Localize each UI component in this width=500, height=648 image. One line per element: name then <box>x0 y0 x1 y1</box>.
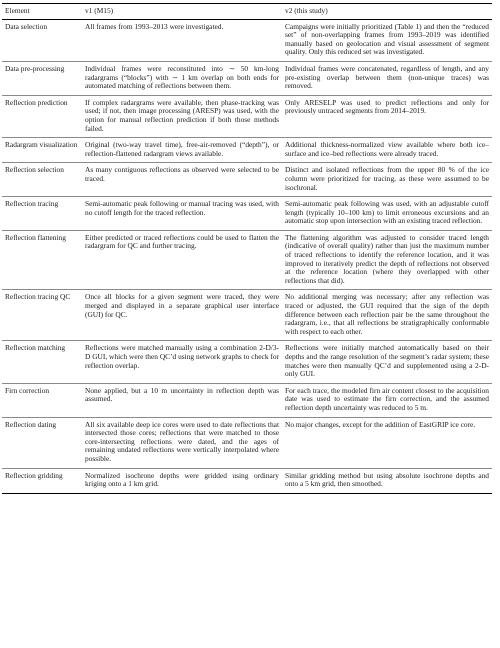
cell-v1: As many contiguous reflections as observed were selected to be traced. <box>85 165 279 183</box>
cell-element: Reflection flattening <box>5 232 66 242</box>
cell-v1: Once all blocks for a given segment were traced, they were merged and displayed in a separate graphical user interface (GUI) for QC. <box>85 292 279 319</box>
table-row <box>2 197 492 231</box>
cell-v1: Individual frames were reconstituted into ∼ 50 km-long radargrams (“blocks”) with ∼ 1 km overlap on both ends for automated matching of reflections between them. <box>85 63 279 91</box>
cell-v1: Either predicted or traced reflections could be used to flatten the radargram for QC and further tracing. <box>85 232 279 251</box>
table-row <box>2 61 492 95</box>
table-row <box>2 468 492 493</box>
cell-v1: If complex radargrams were available, then phase-tracking was used; if not, then image processing (ARESP) was used, with the option for manual reflection prediction if both those methods failed. <box>85 97 279 133</box>
cell-v1: None applied, but a 10 m uncertainty in reflection depth was assumed. <box>85 385 279 404</box>
table-row <box>2 417 492 468</box>
table-row <box>2 95 492 137</box>
cell-element: Data selection <box>5 21 48 31</box>
cell-element: Reflection dating <box>5 419 57 429</box>
cell-v1: Semi-automatic peak following or manual tracing was used, with no cutoff length for the traced reflection. <box>85 199 279 217</box>
cell-v2: The flattening algorithm was adjusted to consider traced length (indicative of overall quality) rather than just the maximum number of traced reflections to identify the reference location, and it was improved to iteratively predict the depth of reflections not observed at the reference location (where they overlapped with other reflections that did). <box>285 232 489 285</box>
cell-element: Reflection prediction <box>5 97 68 107</box>
cell-v2: No major changes, except for the addition of EastGRIP ice core. <box>285 419 476 429</box>
cell-v2: Semi-automatic peak following was used, with an adjustable cutoff length (typically 10–100 km) to limit erroneous excursions and an automatic stop upon intersection with an existing traced reflection. <box>285 199 489 226</box>
cell-element: Reflection tracing <box>5 199 59 209</box>
table-row <box>2 19 492 61</box>
cell-v2: For each trace, the modeled firn air content closest to the acquisition date was used to estimate the firn correction, and the assumed reflection depth uncertainty was reduced to 5 m. <box>285 385 489 412</box>
header-v2: v2 (this study) <box>285 6 328 15</box>
cell-element: Reflection selection <box>5 165 64 175</box>
table-row <box>2 163 492 197</box>
comparison-table <box>2 3 492 494</box>
table-row <box>2 138 492 163</box>
cell-v2: Reflections were initially matched automatically based on their depths and the range resolution of the segment’s radar system; these matches were then manually QC’d and supplemented using a 2-D-only GUI. <box>285 343 489 379</box>
cell-v1: Normalized isochrone depths were gridded using ordinary kriging onto a 1 km grid. <box>85 470 279 489</box>
table-row <box>2 290 492 341</box>
cell-v1: Original (two-way travel time), free-air-removed (“depth”), or reflection-flattened radargram views available. <box>85 140 279 158</box>
cell-element: Reflection gridding <box>5 470 63 480</box>
table-header <box>2 4 492 20</box>
table-row <box>2 383 492 417</box>
header-row <box>2 4 492 20</box>
cell-v2: No additional merging was necessary; after any reflection was traced or adjusted, the GUI required that the sign of the depth difference between each reflection pair be the same throughout the radargram, i.e., that all reflections be stratigraphically conformable with respect to each other. <box>285 292 489 336</box>
cell-v1: Reflections were matched manually using a combination 2-D/3-D GUI, which were then QC’d using network graphs to check for reflection overlap. <box>85 343 279 370</box>
table-row <box>2 230 492 290</box>
cell-v2: Campaigns were initially prioritized (Table 1) and then the “reduced set” of non-overlapping frames from 1993–2019 was identified manually based on geolocation and visual assessment of segment quality. Only this reduced set was investigated. <box>285 21 489 57</box>
cell-element: Firn correction <box>5 385 50 395</box>
cell-v1: All six available deep ice cores were used to date reflections that intersected those cores; reflections that were matched to those core-intersecting reflections were dated, and the ages of remaining undated reflections were vertically interpolated where possible. <box>85 419 279 463</box>
cell-element: Radargram visualization <box>5 140 78 150</box>
cell-v2: Additional thickness-normalized view available where both ice–surface and ice–bed reflections were already traced. <box>285 140 489 158</box>
cell-element: Data pre-processing <box>5 63 65 73</box>
header-element: Element <box>5 6 30 15</box>
cell-v2: Only ARESELP was used to predict reflections and only for previously untraced segments from 2014–2019. <box>285 97 489 116</box>
header-v1: v1 (M15) <box>85 6 114 15</box>
table-row <box>2 341 492 383</box>
cell-element: Reflection tracing QC <box>5 292 71 302</box>
cell-v2: Similar gridding method but using absolute isochrone depths and onto a 5 km grid, then smoothed. <box>285 470 489 489</box>
cell-v1: All frames from 1993–2013 were investigated. <box>85 21 224 31</box>
cell-v2: Distinct and isolated reflections from the upper 80 % of the ice column were prioritized for tracing, as these were assumed to be isochronal. <box>285 165 489 192</box>
cell-v2: Individual frames were concatenated, regardless of length, and any pre-existing overlap between them (non-unique traces) was removed. <box>285 63 489 91</box>
table-body <box>2 19 492 493</box>
cell-element: Reflection matching <box>5 343 66 353</box>
